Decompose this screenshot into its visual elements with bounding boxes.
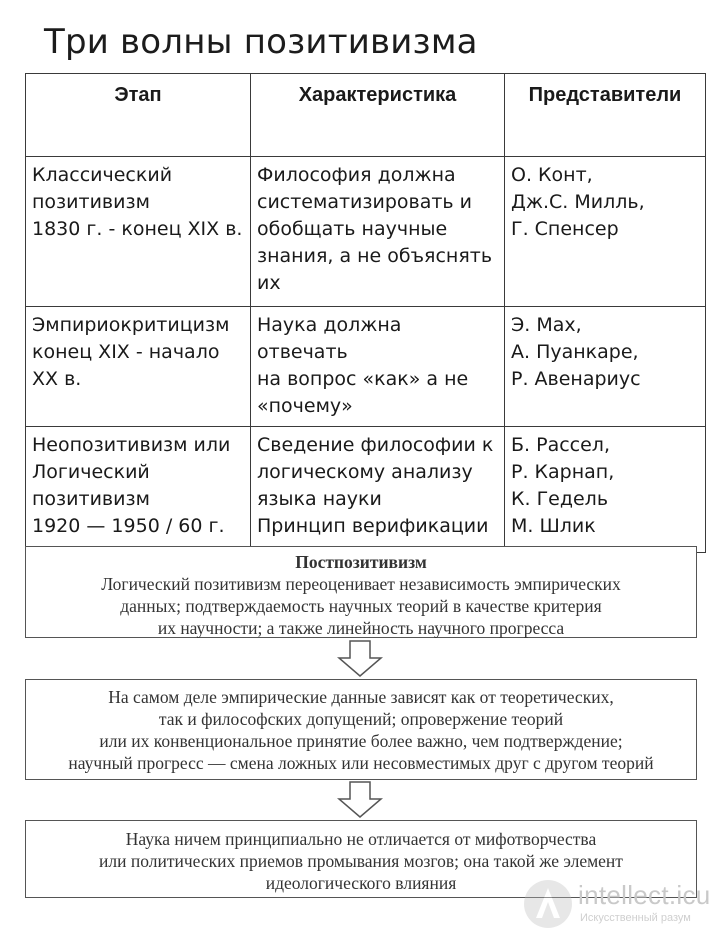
down-arrow-icon	[337, 781, 383, 819]
table-row	[26, 157, 706, 307]
box-text: На самом деле эмпирические данные зависят как от теоретических, так и философских допущений; опровержение теорий или их конвенциональное принятие более важно, чем подтверждение; научный прогресс — смена ложных или несовместимых друг с другом теорий	[68, 687, 654, 773]
page-title: Три волны позитивизма	[44, 22, 478, 62]
positivism-table	[25, 73, 706, 553]
table-row	[26, 307, 706, 427]
cell-representatives: О. Конт, Дж.С. Милль, Г. Спенсер	[505, 157, 706, 307]
cell-characteristic: Философия должна систематизировать и обобщать научные знания, а не объяснять их	[251, 157, 505, 307]
cell-stage: Классический позитивизм 1830 г. - конец XIX в.	[26, 157, 251, 307]
postpositivism-box	[25, 546, 697, 638]
table-row	[26, 427, 706, 553]
watermark-tagline: Искусственный разум	[580, 912, 691, 924]
cell-representatives: Э. Мах, А. Пуанкаре, Р. Авенариус	[505, 307, 706, 427]
cell-characteristic: Наука должна отвечать на вопрос «как» а не «почему»	[251, 307, 505, 427]
empirical-dependence-box	[25, 679, 697, 780]
column-header-stage: Этап	[26, 74, 251, 157]
box-text: Логический позитивизм переоценивает независимость эмпирических данных; подтверждаемость научных теорий в качестве критерия их научности; а также линейность научного прогресса	[101, 574, 621, 638]
box-text: Наука ничем принципиально не отличается от мифотворчества или политических приемов промывания мозгов; она такой же элемент идеологического влияния	[99, 829, 623, 893]
box-title: Постпозитивизм	[295, 552, 427, 572]
cell-stage: Неопозитивизм или Логический позитивизм 1920 — 1950 / 60 г.	[26, 427, 251, 553]
watermark-brand: intellect.icu	[578, 880, 711, 910]
column-header-representatives: Представители	[505, 74, 706, 157]
column-header-characteristic: Характеристика	[251, 74, 505, 157]
cell-characteristic: Сведение философии к логическому анализу языка науки Принцип верификации	[251, 427, 505, 553]
down-arrow-icon	[337, 640, 383, 678]
cell-representatives: Б. Рассел, Р. Карнап, К. Гедель М. Шлик	[505, 427, 706, 553]
logo-icon	[522, 878, 574, 930]
cell-stage: Эмпириокритицизм конец XIX - начало XX в.	[26, 307, 251, 427]
table-header-row	[26, 74, 706, 157]
